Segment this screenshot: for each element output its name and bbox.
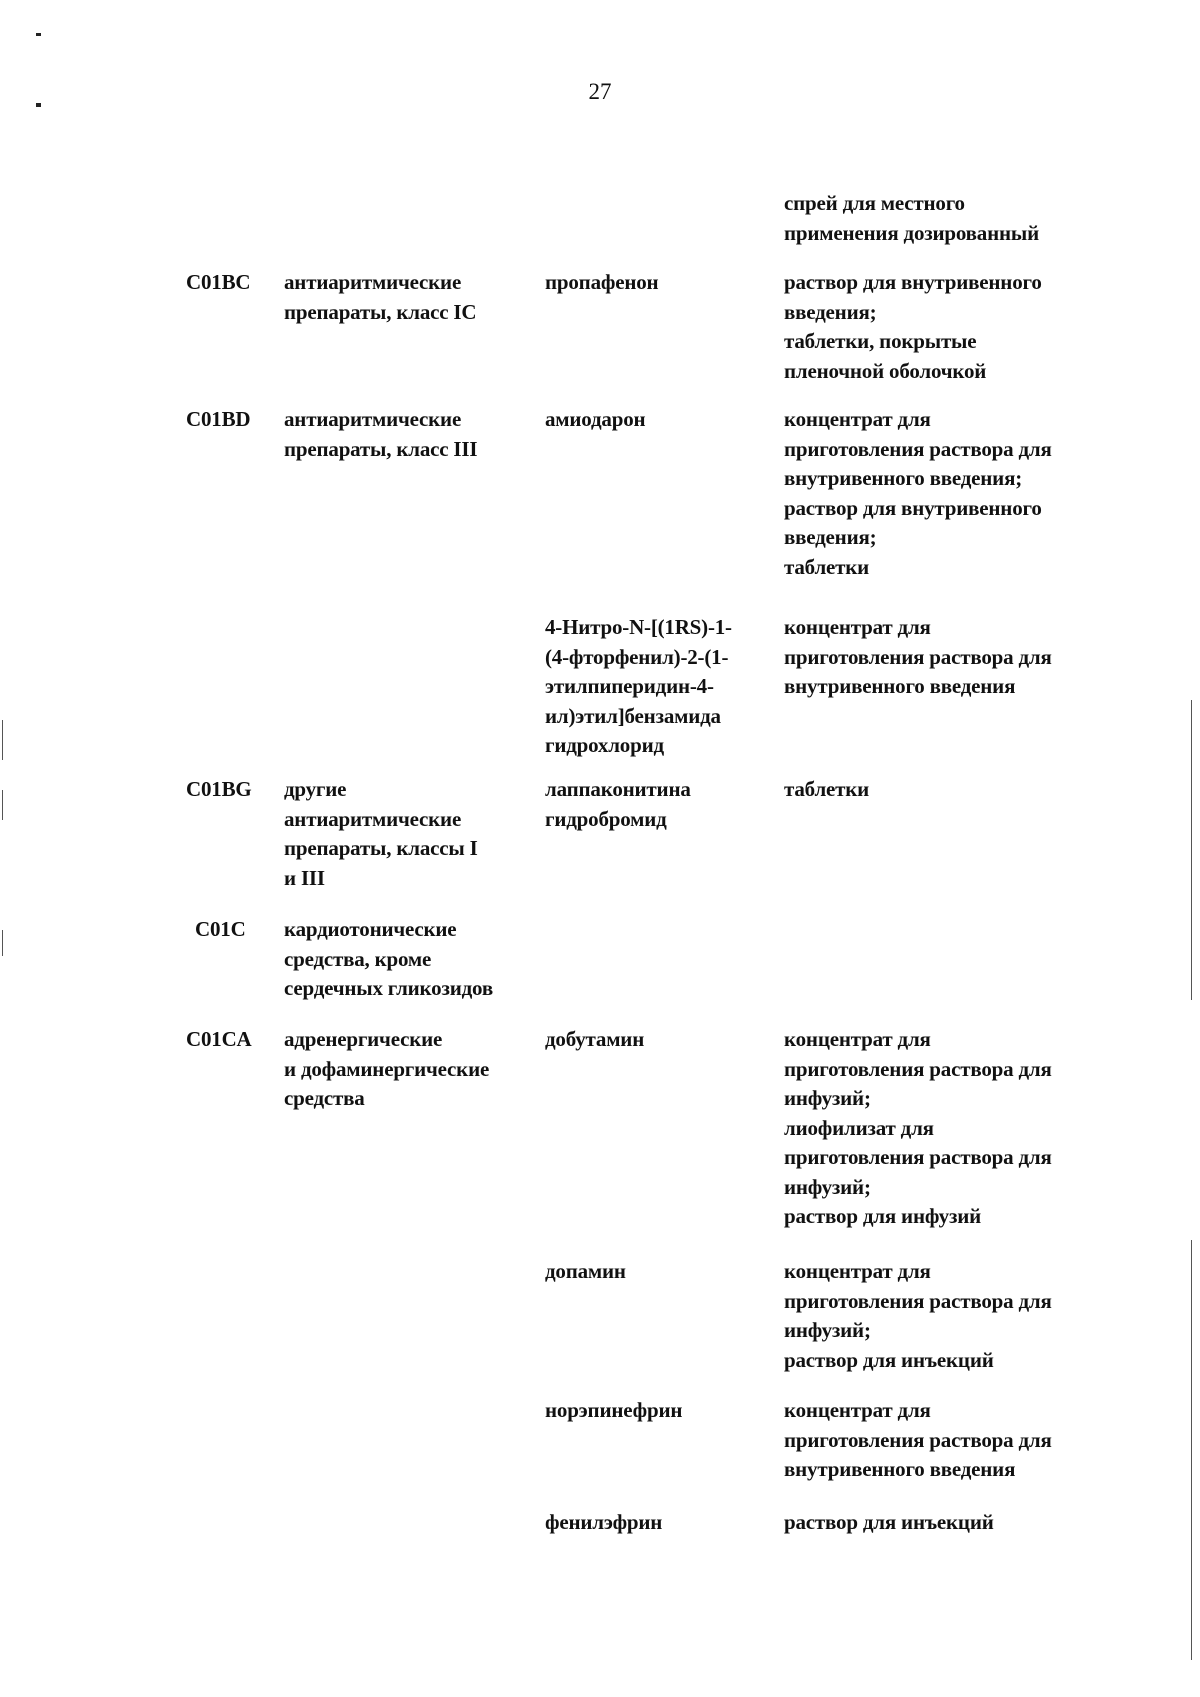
scan-edge-rule	[1191, 1240, 1192, 1660]
scan-edge-mark	[2, 790, 3, 820]
scan-edge-rule	[1191, 700, 1192, 1000]
dosage-form-line: приготовления раствора для	[784, 436, 1052, 461]
dosage-form	[784, 1025, 1084, 1232]
dosage-form-line: таблетки	[784, 554, 870, 579]
drug-name-line: гидрохлорид	[545, 733, 664, 757]
drug-name	[545, 775, 780, 834]
dosage-form-line: внутривенного введения	[784, 1457, 1016, 1481]
dosage-form-line: пленочной оболочкой	[784, 358, 987, 383]
dosage-form	[784, 1508, 1084, 1538]
atc-code: C01BD	[186, 407, 251, 431]
dosage-form-line: лиофилизат для	[784, 1115, 934, 1140]
scan-edge-mark	[2, 720, 3, 760]
dosage-form	[784, 189, 1084, 248]
pharmacological-group-line: препараты, класс IC	[284, 299, 477, 324]
pharmacological-group	[284, 775, 534, 893]
pharmacological-group-line: средства	[284, 1086, 365, 1110]
dosage-form-line: раствор для внутривенного	[784, 495, 1042, 520]
pharmacological-group-line: антиаритмические	[284, 407, 462, 431]
atc-code: C01C	[195, 917, 246, 941]
dosage-form-line: раствор для инъекций	[784, 1510, 994, 1534]
page-number: 27	[588, 79, 612, 104]
pharmacological-group	[284, 915, 534, 1004]
pharmacological-group-line: средства, кроме	[284, 946, 432, 971]
drug-name-line: фенилэфрин	[545, 1510, 663, 1534]
dosage-form-line: приготовления раствора для	[784, 1056, 1052, 1081]
dosage-form-line: приготовления раствора для	[784, 644, 1052, 669]
dosage-form-line: приготовления раствора для	[784, 1288, 1052, 1313]
dosage-form-line: внутривенного введения;	[784, 466, 1023, 490]
dosage-form-line: приготовления раствора для	[784, 1427, 1052, 1452]
dosage-form-line: раствор для инъекций	[784, 1347, 994, 1372]
pharmacological-group-line: и III	[284, 865, 325, 890]
dosage-form-line: инфузий;	[784, 1318, 871, 1342]
dosage-form-line: инфузий;	[784, 1174, 871, 1199]
drug-name	[545, 613, 780, 761]
pharmacological-group-line: антиаритмические	[284, 806, 462, 831]
pharmacological-group-line: другие	[284, 777, 347, 801]
dosage-form-line: введения;	[784, 525, 877, 549]
pharmacological-group	[284, 268, 534, 327]
drug-name-line: (4-фторфенил)-2-(1-	[545, 644, 729, 669]
drug-name	[545, 1025, 780, 1055]
drug-name-line: 4-Нитро-N-[(1RS)-1-	[545, 615, 732, 639]
drug-name-line: этилпиперидин-4-	[545, 674, 714, 698]
dosage-form-line: концентрат для	[784, 1398, 931, 1422]
dosage-form	[784, 775, 1084, 805]
drug-name-line: лаппаконитина	[545, 777, 691, 801]
scan-edge-mark	[2, 930, 3, 956]
dosage-form-line: таблетки	[784, 777, 870, 801]
drug-name-line: амиодарон	[545, 407, 646, 431]
drug-name	[545, 268, 780, 298]
scan-speck	[36, 33, 41, 36]
pharmacological-group-line: и дофаминергические	[284, 1056, 490, 1081]
scan-speck	[36, 103, 41, 107]
drug-name	[545, 1508, 780, 1538]
dosage-form	[784, 268, 1084, 386]
pharmacological-group-line: препараты, класс III	[284, 436, 478, 461]
dosage-form	[784, 613, 1084, 702]
drug-name-line: пропафенон	[545, 270, 659, 294]
dosage-form-line: концентрат для	[784, 1259, 931, 1283]
dosage-form-line: внутривенного введения	[784, 674, 1016, 698]
drug-name	[545, 1257, 780, 1287]
pharmacological-group	[284, 1025, 534, 1114]
dosage-form-line: инфузий;	[784, 1086, 871, 1110]
dosage-form-line: раствор для внутривенного	[784, 270, 1042, 294]
pharmacological-group-line: адренергические	[284, 1027, 443, 1051]
dosage-form-line: концентрат для	[784, 615, 931, 639]
pharmacological-group	[284, 405, 534, 464]
dosage-form-line: применения дозированный	[784, 220, 1039, 245]
dosage-form	[784, 405, 1084, 582]
atc-code: C01BG	[186, 777, 252, 801]
dosage-form-line: раствор для инфузий	[784, 1204, 982, 1228]
pharmacological-group-line: препараты, классы I	[284, 836, 478, 860]
dosage-form-line: концентрат для	[784, 407, 931, 431]
atc-code: C01CA	[186, 1027, 252, 1051]
dosage-form-line: спрей для местного	[784, 191, 965, 215]
dosage-form-line: концентрат для	[784, 1027, 931, 1051]
pharmacological-group-line: кардиотонические	[284, 917, 457, 941]
dosage-form-line: приготовления раствора для	[784, 1145, 1052, 1169]
drug-name-line: допамин	[545, 1259, 626, 1283]
dosage-form	[784, 1396, 1084, 1485]
dosage-form-line: таблетки, покрытые	[784, 329, 977, 353]
pharmacological-group-line: сердечных гликозидов	[284, 976, 493, 1000]
drug-name-line: добутамин	[545, 1027, 645, 1051]
drug-name	[545, 405, 780, 435]
drug-name-line: ил)этил]бензамида	[545, 703, 721, 728]
atc-code: C01BC	[186, 270, 251, 294]
dosage-form	[784, 1257, 1084, 1375]
drug-name-line: норэпинефрин	[545, 1398, 683, 1422]
dosage-form-line: введения;	[784, 299, 877, 324]
drug-name	[545, 1396, 780, 1426]
pharmacological-group-line: антиаритмические	[284, 270, 462, 294]
drug-name-line: гидробромид	[545, 806, 667, 831]
